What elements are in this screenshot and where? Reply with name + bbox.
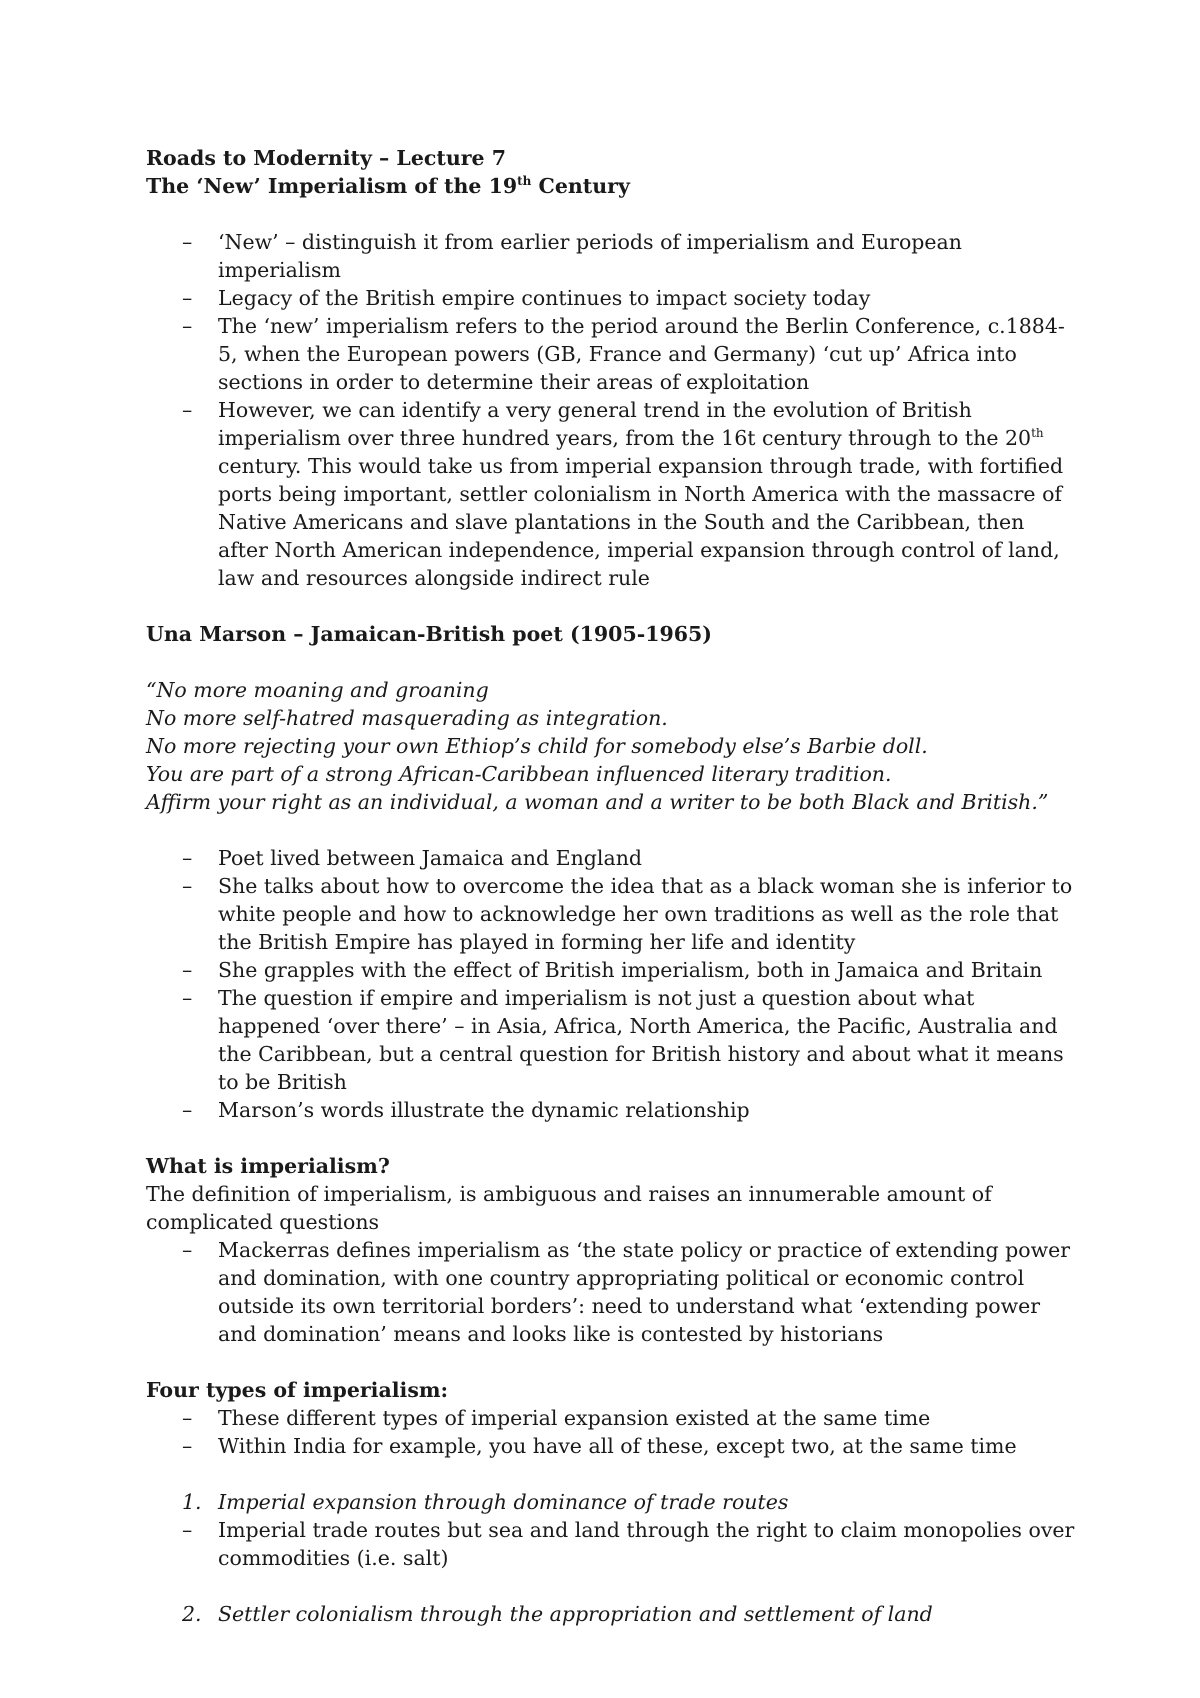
list-item: – ‘New’ – distinguish it from earlier periods of imperialism and European imperialism	[146, 228, 1076, 284]
list-item: – The ‘new’ imperialism refers to the period around the Berlin Conference, c.1884-5, when the European powers (GB, France and Germany) ‘cut up’ Africa into sections in order to determine their areas of exploitation	[146, 312, 1076, 396]
bullet4-sup: th	[1031, 426, 1044, 441]
type-2-number: 2.	[182, 1602, 202, 1626]
type-1-bullet-list	[146, 1516, 1076, 1572]
type-2-text: Settler colonialism through the appropriation and settlement of land	[218, 1602, 933, 1626]
list-item: – These different types of imperial expansion existed at the same time	[146, 1404, 1076, 1432]
poem-line: No more rejecting your own Ethiop’s child for somebody else’s Barbie doll.	[146, 734, 928, 758]
type-1-item	[146, 1488, 1076, 1516]
list-item: – Imperial trade routes but sea and land through the right to claim monopolies over commodities (i.e. salt)	[146, 1516, 1076, 1572]
type-1-text: Imperial expansion through dominance of trade routes	[218, 1490, 789, 1514]
bullet4-pre: However, we can identify a very general trend in the evolution of British imperialism over three hundred years, from the 16t century through to the 20	[218, 398, 1032, 450]
four-bullet-list	[146, 1404, 1076, 1460]
list-item: – She talks about how to overcome the idea that as a black woman she is inferior to white people and how to acknowledge her own traditions as well as the role that the British Empire has played in forming her life and identity	[146, 872, 1076, 956]
type-2-list	[146, 1600, 1076, 1628]
poem-quote	[146, 676, 1076, 816]
list-item: – Poet lived between Jamaica and England	[146, 844, 1076, 872]
poem-line: No more self-hatred masquerading as integration.	[146, 706, 668, 730]
intro-bullet-list	[146, 228, 1076, 592]
type-1-list	[146, 1488, 1076, 1516]
subtitle-post: Century	[531, 174, 630, 198]
poem-line: “No more moaning and groaning	[146, 678, 489, 702]
what-definition: The definition of imperialism, is ambiguous and raises an innumerable amount of complicated questions	[146, 1182, 992, 1234]
document-page	[146, 144, 1076, 1628]
list-item: – Legacy of the British empire continues to impact society today	[146, 284, 1076, 312]
list-item: – The question if empire and imperialism is not just a question about what happened ‘over there’ – in Asia, Africa, North America, the Pacific, Australia and the Caribbean, but a central question for British history and about what it means to be British	[146, 984, 1076, 1096]
what-heading: What is imperialism?	[146, 1154, 390, 1178]
poem-line: Affirm your right as an individual, a woman and a writer to be both Black and British.”	[146, 790, 1049, 814]
marson-bullet-list	[146, 844, 1076, 1124]
list-item: – Marson’s words illustrate the dynamic relationship	[146, 1096, 1076, 1124]
marson-heading: Una Marson – Jamaican-British poet (1905-1965)	[146, 622, 712, 646]
type-1-number: 1.	[182, 1490, 202, 1514]
bullet4-post: century. This would take us from imperial expansion through trade, with fortified ports being important, settler colonialism in North America with the massacre of Native Americans and slave plantations in the South and the Caribbean, then after North American independence, imperial expansion through control of land, law and resources alongside indirect rule	[218, 454, 1064, 590]
lecture-subtitle	[146, 172, 1076, 200]
what-bullet-list	[146, 1236, 1076, 1348]
list-item: – Mackerras defines imperialism as ‘the state policy or practice of extending power and domination, with one country appropriating political or economic control outside its own territorial borders’: need to understand what ‘extending power and domination’ means and looks like is contested by historians	[146, 1236, 1076, 1348]
list-item: – Within India for example, you have all of these, except two, at the same time	[146, 1432, 1076, 1460]
subtitle-sup: th	[517, 174, 532, 189]
list-item	[146, 396, 1076, 592]
subtitle-pre: The ‘New’ Imperialism of the 19	[146, 174, 518, 198]
list-item: – She grapples with the effect of British imperialism, both in Jamaica and Britain	[146, 956, 1076, 984]
lecture-title: Roads to Modernity – Lecture 7	[146, 146, 506, 170]
poem-line: You are part of a strong African-Caribbean influenced literary tradition.	[146, 762, 892, 786]
four-types-heading: Four types of imperialism:	[146, 1378, 449, 1402]
type-2-item	[146, 1600, 1076, 1628]
